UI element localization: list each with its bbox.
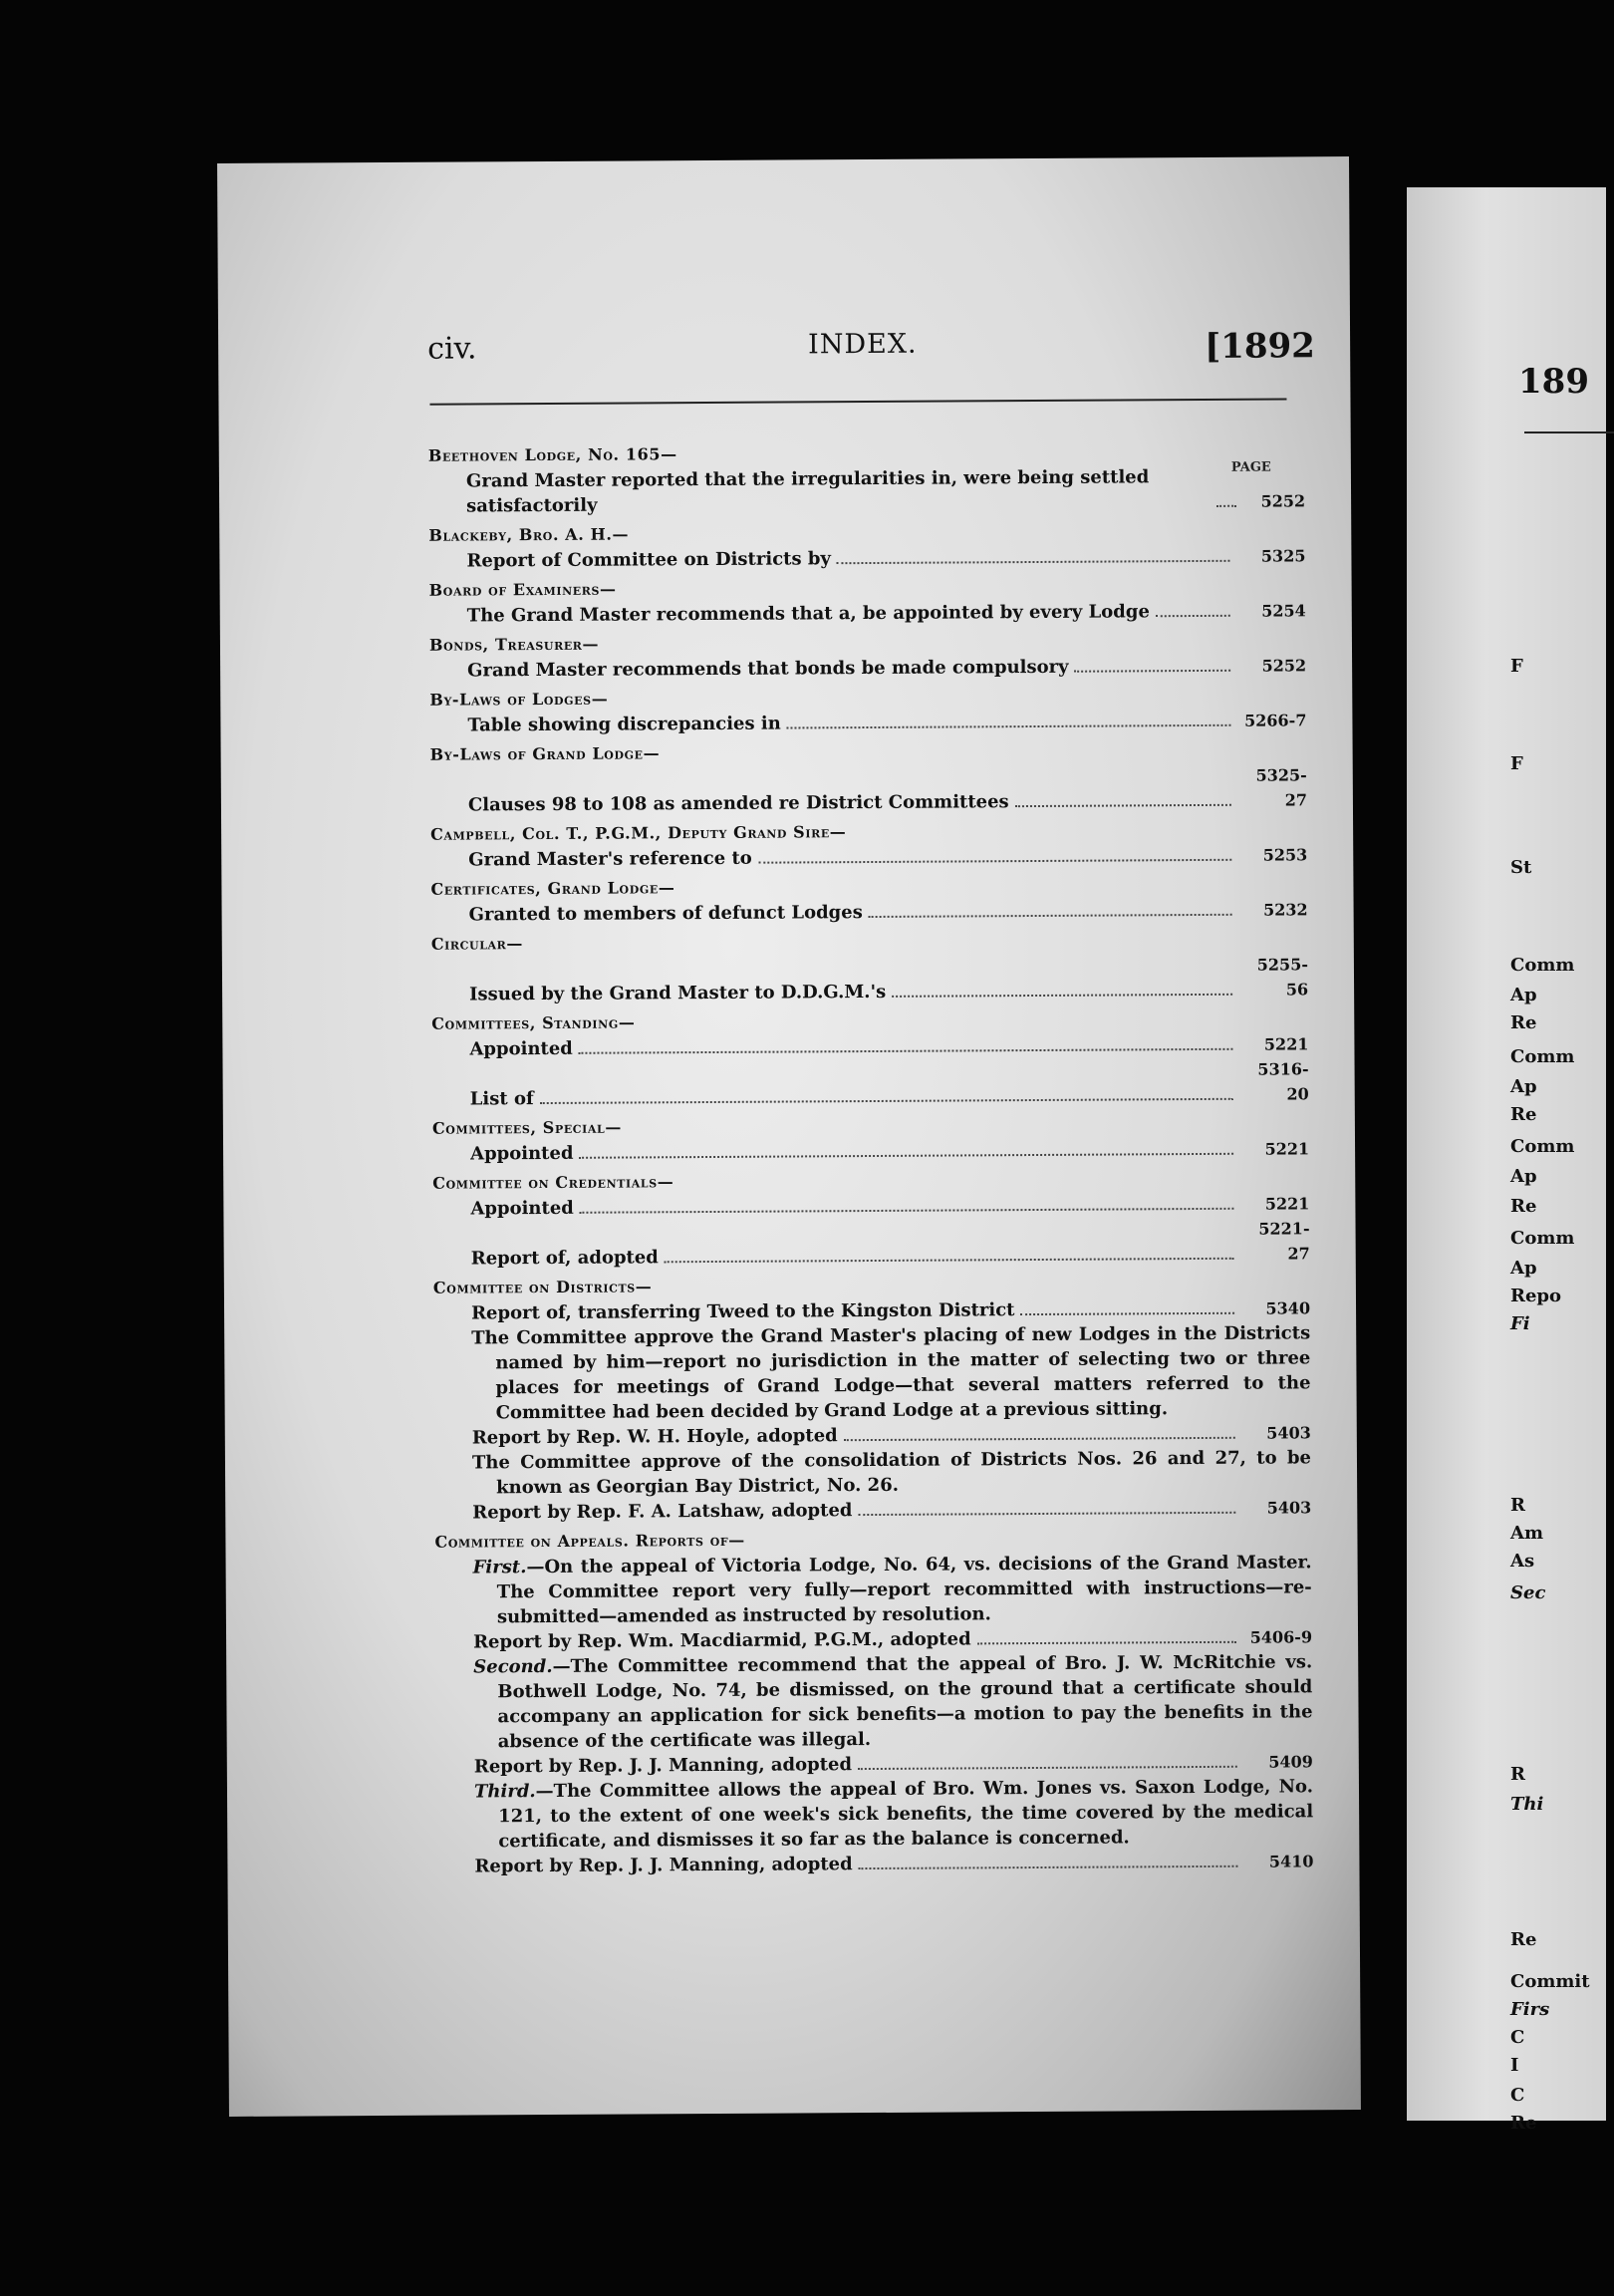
entry-item-text: Report of Committee on Districts by: [466, 548, 831, 572]
entry-item-text: Issued by the Grand Master to D.D.G.M.'s: [469, 981, 887, 1005]
entry-page-number: 5221: [1264, 1194, 1310, 1214]
index-entry: [431, 1005, 1309, 1111]
dot-leader: [1075, 670, 1231, 673]
facing-page-fragment: F: [1510, 753, 1523, 774]
facing-page-fragment: I: [1510, 2055, 1519, 2076]
dot-leader: [1020, 1312, 1234, 1315]
dot-leader: [1015, 804, 1231, 807]
paragraph-lead-in: Third.: [473, 1781, 536, 1803]
entry-heading: By-Laws of Lodges—: [429, 689, 609, 710]
facing-page-fragment: Fi: [1510, 1313, 1530, 1334]
entry-page-number: 5403: [1266, 1423, 1311, 1443]
dot-leader: [858, 1766, 1237, 1770]
entry-item-text: Report of, adopted: [470, 1247, 659, 1270]
index-entry: [432, 1110, 1309, 1166]
header-rule: [429, 398, 1286, 405]
entry-heading: Committee on Appeals. Reports of—: [434, 1530, 745, 1552]
entry-paragraph-text: The Committee approve of the consolidation of Districts Nos. 26 and 27, to be known as Georgian Bay District, No. 26.: [471, 1447, 1312, 1499]
entry-paragraph: [474, 1774, 1313, 1854]
facing-page-fragment: R: [1510, 1495, 1525, 1516]
facing-page-fragment: Comm: [1510, 955, 1575, 976]
index-entry: [430, 871, 1307, 927]
entry-item: [470, 1136, 1309, 1166]
entry-page-number: 5340: [1265, 1298, 1311, 1318]
index-entries: [428, 437, 1314, 1882]
entry-item-text: Granted to members of defunct Lodges: [468, 902, 863, 926]
dot-leader: [977, 1641, 1236, 1645]
entry-heading: Bonds, Treasurer—: [428, 634, 600, 655]
dot-leader: [858, 1512, 1235, 1516]
facing-page-fragment: Re: [1510, 1012, 1537, 1033]
entry-item-text: Appointed: [470, 1197, 574, 1220]
index-entry: [429, 572, 1306, 628]
entry-heading: Certificates, Grand Lodge—: [430, 878, 675, 899]
facing-page-fragment: Commit: [1510, 1971, 1590, 1992]
index-entry: [432, 1165, 1310, 1271]
facing-page-fragment: Repo: [1510, 1286, 1562, 1306]
entry-paragraph: [473, 1649, 1313, 1754]
dot-leader: [1156, 615, 1230, 617]
index-entry: [433, 1270, 1312, 1525]
entry-item: [469, 897, 1308, 927]
facing-page-fragment: Re: [1510, 1929, 1537, 1950]
facing-page-fragment: Re: [1510, 2113, 1537, 2134]
entry-heading: By-Laws of Grand Lodge—: [429, 743, 661, 764]
dot-leader: [1216, 505, 1236, 507]
entry-heading: Committee on Districts—: [432, 1277, 653, 1297]
entry-item-text: Report by Rep. J. J. Manning, adopted: [474, 1854, 853, 1877]
facing-page-edge: [1407, 187, 1606, 2134]
entry-item-text: Report of, transferring Tweed to the Kingston District: [470, 1299, 1015, 1324]
paragraph-lead-in: Second.: [473, 1655, 553, 1678]
facing-page-fragment: Firs: [1510, 1999, 1550, 2020]
entry-page-number: 5252: [1260, 491, 1306, 511]
page-title: INDEX.: [808, 328, 918, 361]
facing-page-fragment: Thi: [1510, 1794, 1544, 1815]
facing-page-fragment: Am: [1510, 1523, 1544, 1544]
page-folio: civ.: [427, 331, 477, 367]
index-page: [217, 156, 1361, 2117]
dot-leader: [665, 1258, 1234, 1263]
entry-item-text: Grand Master reported that the irregularities in, were being settled satisfactorily: [465, 466, 1150, 517]
entry-item: [466, 463, 1305, 518]
facing-page-fragment: Comm: [1510, 1228, 1575, 1249]
dot-leader: [540, 1098, 1233, 1104]
facing-page-fragment: C: [1510, 2027, 1525, 2048]
entry-page-number: 5254: [1261, 601, 1306, 621]
entry-page-number: 5409: [1268, 1752, 1313, 1772]
index-entry: [428, 437, 1305, 518]
entry-item: [467, 708, 1306, 737]
dot-leader: [869, 914, 1232, 918]
entry-item-text: Report by Rep. J. J. Manning, adopted: [473, 1754, 853, 1778]
entry-heading: Beethoven Lodge, No. 165—: [427, 444, 677, 465]
dot-leader: [837, 560, 1230, 564]
entry-page-number: 5266-7: [1244, 711, 1307, 730]
entry-item-text: Table showing discrepancies in: [467, 713, 781, 736]
entry-heading: Committees, Standing—: [431, 1012, 636, 1033]
entry-heading: Committees, Special—: [431, 1117, 623, 1138]
facing-page-fragment: As: [1510, 1551, 1535, 1572]
index-entry: [430, 816, 1307, 872]
entry-page-number: 5221-27: [1258, 1219, 1310, 1264]
facing-page-fragment: Sec: [1510, 1582, 1546, 1603]
entry-item-text: List of: [469, 1088, 534, 1110]
facing-page-fragment: Ap: [1510, 1258, 1537, 1279]
dot-leader: [787, 724, 1231, 729]
entry-page-number: 5325-27: [1255, 765, 1307, 810]
entry-item: [467, 653, 1306, 683]
entry-item: [469, 952, 1308, 1006]
index-entry: [431, 926, 1308, 1006]
facing-page-fragment: C: [1510, 2085, 1525, 2106]
page-column-label: PAGE: [1230, 459, 1271, 475]
dot-leader: [844, 1437, 1235, 1441]
entry-paragraph-text: First.—On the appeal of Victoria Lodge, No. 64, vs. decisions of the Grand Master. The Committee report very fully—report recommitted with instructions—re-submitted—amended as instructed by resolution.: [472, 1552, 1312, 1628]
facing-page-fragment: Ap: [1510, 985, 1537, 1005]
index-entry: [429, 627, 1306, 683]
dot-leader: [758, 859, 1232, 864]
dot-leader: [579, 1048, 1233, 1054]
entry-item: [467, 598, 1306, 628]
dot-leader: [859, 1866, 1238, 1869]
entry-item: [468, 842, 1307, 872]
entry-paragraph: [472, 1445, 1311, 1500]
entry-page-number: 5221: [1264, 1139, 1310, 1159]
facing-page-fragment: Ap: [1510, 1076, 1537, 1097]
facing-page-fragment: Comm: [1510, 1136, 1575, 1157]
entry-paragraph: [471, 1320, 1311, 1425]
entry-paragraph-text: Third.—The Committee allows the appeal of Bro. Wm. Jones vs. Saxon Lodge, No. 121, to the extent of one week's sick benefits, the time covered by the medical certificate, and dismisses it so far as the balance is concerned.: [473, 1776, 1314, 1853]
dot-leader: [892, 994, 1232, 998]
entry-page-number: 5221: [1263, 1034, 1309, 1054]
entry-heading: Campbell, Col. T., P.G.M., Deputy Grand Sire—: [430, 822, 847, 844]
entry-item: [474, 1849, 1313, 1878]
entry-item-text: Report by Rep. F. A. Latshaw, adopted: [472, 1500, 853, 1524]
facing-page-fragment: Ap: [1510, 1166, 1537, 1187]
facing-page-fragment: St: [1510, 857, 1532, 878]
entry-page-number: 5232: [1263, 900, 1308, 920]
entry-page-number: 5403: [1266, 1498, 1312, 1518]
entry-item-text: The Grand Master recommends that a, be appointed by every Lodge: [466, 601, 1150, 627]
entry-paragraph: [473, 1550, 1312, 1629]
entry-page-number: 5255-56: [1256, 955, 1309, 1000]
index-entry: [429, 682, 1306, 737]
entry-item-text: Report by Rep. W. H. Hoyle, adopted: [471, 1425, 838, 1449]
entry-item-text: Grand Master recommends that bonds be made compulsory: [467, 656, 1069, 682]
entry-paragraph-text: The Committee approve the Grand Master's placing of new Lodges in the Districts named by him—report no jurisdiction in the matter of selecting two or three places for meetings of Grand Lodge—that several matters referred to the Committee had been decided by Grand Lodge at a previous sitting.: [471, 1322, 1311, 1424]
facing-page-header: 189: [1518, 362, 1589, 402]
entry-heading: Board of Examiners—: [428, 579, 617, 600]
entry-heading: Committee on Credentials—: [432, 1172, 674, 1193]
entry-page-number: 5406-9: [1249, 1627, 1313, 1647]
paragraph-lead-in: First.: [472, 1557, 527, 1578]
facing-page-fragment: Comm: [1510, 1046, 1575, 1067]
entry-page-number: 5316-20: [1257, 1059, 1309, 1104]
facing-page-fragment: F: [1510, 656, 1523, 677]
entry-item-text: Appointed: [470, 1142, 574, 1165]
entry-item-text: Appointed: [469, 1037, 573, 1060]
dot-leader: [580, 1153, 1234, 1159]
facing-page-fragment: Re: [1510, 1104, 1537, 1125]
entry-item: [472, 1495, 1311, 1525]
entry-page-number: 5252: [1261, 656, 1307, 676]
entry-item-text: Clauses 98 to 108 as amended re District Committees: [467, 791, 1009, 816]
facing-page-fragment: R: [1510, 1764, 1525, 1785]
entry-item-text: Grand Master's reference to: [468, 847, 752, 871]
entry-page-number: 5325: [1260, 546, 1306, 566]
dot-leader: [580, 1208, 1234, 1214]
facing-page-fragment: Re: [1510, 1196, 1537, 1217]
page-year: [1892: [1205, 326, 1315, 367]
index-entry: [428, 517, 1305, 573]
entry-heading: Blackeby, Bro. A. H.—: [428, 524, 630, 545]
entry-item: [466, 543, 1305, 573]
entry-item: [468, 762, 1307, 817]
entry-page-number: 5410: [1268, 1852, 1314, 1871]
index-entry: [430, 736, 1307, 817]
entry-page-number: 5253: [1262, 845, 1308, 865]
entry-item: [470, 1216, 1309, 1271]
entry-heading: Circular—: [430, 934, 524, 954]
entry-item: [470, 1056, 1309, 1111]
facing-page-rule: [1524, 431, 1614, 433]
index-entry: [434, 1524, 1313, 1878]
entry-item-text: Report by Rep. Wm. Macdiarmid, P.G.M., adopted: [473, 1628, 971, 1653]
entry-paragraph-text: Second.—The Committee recommend that the appeal of Bro. J. W. McRitchie vs. Bothwell Lodge, No. 74, be dismissed, on the ground that a certificate should accompany an application for sick benefits—a motion to pay the benefits in the absence of the certificate was illegal.: [473, 1651, 1313, 1753]
